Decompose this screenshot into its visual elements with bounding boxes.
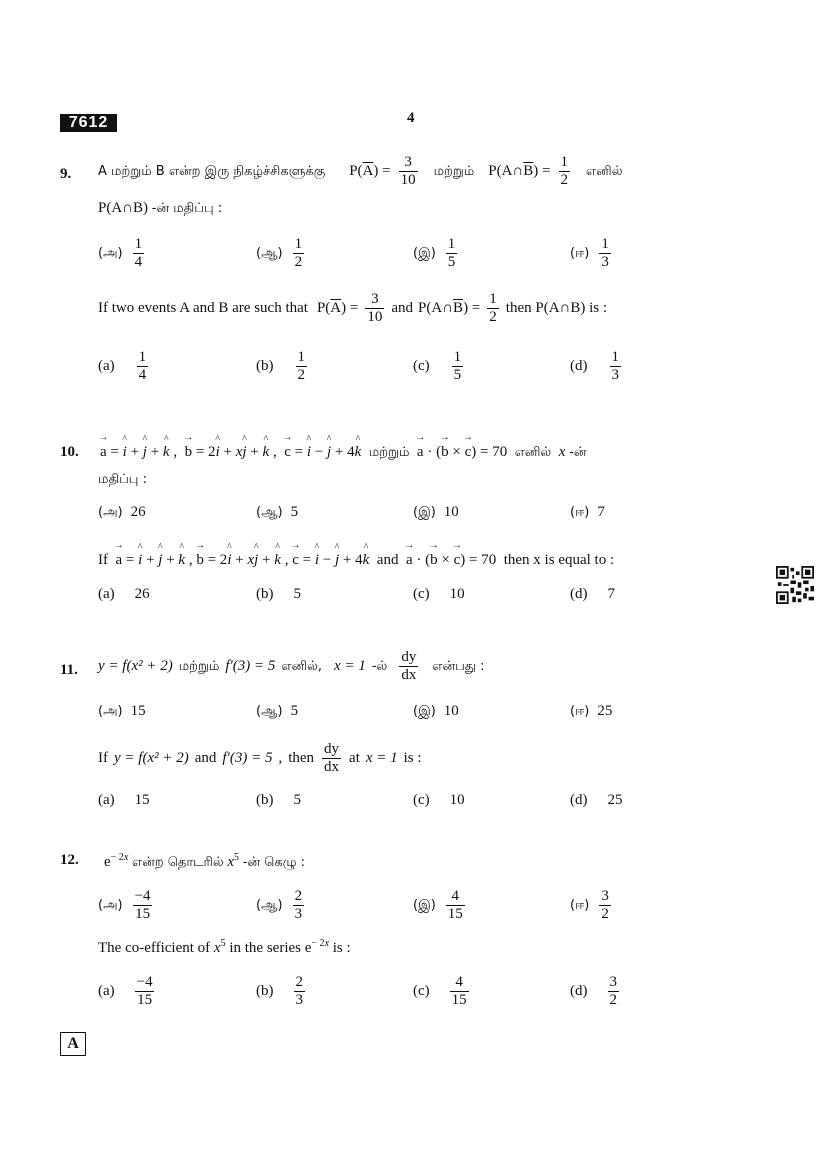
- q9-option-en-c[interactable]: (c) $\frac{1}{5}$: [413, 349, 462, 384]
- q12-tamil-stem: $e^{- 2x}$ என்ற தொடரில் $x^5$ -ன் கெழு :: [104, 852, 306, 870]
- q11-option-ta-d[interactable]: (ஈ) 25: [570, 703, 613, 719]
- q10-option-ta-b[interactable]: (ஆ) 5: [256, 504, 299, 520]
- question-number: 9.: [60, 166, 72, 182]
- q12-option-ta-b[interactable]: (ஆ) $\frac{2}{3}$: [256, 888, 303, 923]
- question-number: 11.: [60, 662, 78, 678]
- q12-option-ta-d[interactable]: (ஈ) $\frac{3}{2}$: [570, 888, 609, 923]
- q9-option-ta-d[interactable]: (ஈ) $\frac{1}{3}$: [570, 236, 609, 271]
- q11-english-stem: If y = f(x² + 2) and f′(3) = 5 , then $\frac{dy}{dx}$ at x = 1 is :: [98, 741, 422, 776]
- q9-ta-text: A மற்றும் B என்ற இரு நிகழ்ச்சிகளுக்கு: [98, 163, 326, 179]
- q10-option-ta-d[interactable]: (ஈ) 7: [570, 504, 605, 520]
- q10-option-ta-c[interactable]: (இ) 10: [413, 504, 459, 520]
- q12-option-en-c[interactable]: (c) $\frac{4}{15}$: [413, 974, 467, 1009]
- q11-option-en-b[interactable]: (b) 5: [256, 792, 301, 808]
- q10-option-en-c[interactable]: (c) 10: [413, 586, 465, 602]
- q9-option-ta-c[interactable]: (இ) $\frac{1}{5}$: [413, 236, 456, 271]
- paper-code-badge: 7612: [60, 114, 117, 132]
- question-set-label: A: [60, 1032, 86, 1056]
- q11-option-ta-b[interactable]: (ஆ) 5: [256, 703, 299, 719]
- q10-option-en-d[interactable]: (d) 7: [570, 586, 615, 602]
- q12-option-en-b[interactable]: (b) $\frac{2}{3}$: [256, 974, 303, 1009]
- q10-english-stem: If → a = ^ i + ^ j + ^ k , → b = 2^ i + x^ j + ^ k , → c = ^ i − ^ j + 4^ k and → a · (→ b × → c) = 70 then x is equal to :: [98, 552, 614, 569]
- q9-tamil-line2: P(A∩B) -ன் மதிப்பு :: [98, 200, 223, 216]
- q9-option-ta-a[interactable]: (அ) $\frac{1}{4}$: [98, 236, 143, 271]
- q12-option-en-a[interactable]: (a) $\frac{-4}{15}$: [98, 974, 153, 1009]
- q10-option-en-b[interactable]: (b) 5: [256, 586, 301, 602]
- q10-option-ta-a[interactable]: (அ) 26: [98, 504, 146, 520]
- q10-tamil-stem: → a = ^ i + ^ j + ^ k , → b = 2^ i + x^ j + ^ k , → c = ^ i − ^ j + 4^ k மற்றும் → a · (→ b × → c) = 70 எனில் x -ன்: [100, 444, 586, 461]
- q9-option-en-d[interactable]: (d) $\frac{1}{3}$: [570, 349, 619, 384]
- q11-option-ta-a[interactable]: (அ) 15: [98, 703, 146, 719]
- question-number: 10.: [60, 444, 79, 460]
- q9-tamil-stem: A மற்றும் B என்ற இரு நிகழ்ச்சிகளுக்கு $P(\overline{A})$ = $\frac{3}{10}$ மற்றும் $P(A\cap\overline{B})$ = $\frac{1}{2}$ எனில்: [98, 154, 623, 189]
- page-number: 4: [407, 110, 415, 126]
- q9-option-en-b[interactable]: (b) $\frac{1}{2}$: [256, 349, 305, 384]
- qr-code-icon: [776, 566, 814, 604]
- q11-option-en-c[interactable]: (c) 10: [413, 792, 465, 808]
- q11-tamil-stem: y = f(x² + 2) மற்றும் f′(3) = 5 எனில், x = 1 -ல் $\frac{dy}{dx}$ என்பது :: [98, 649, 485, 684]
- question-number: 12.: [60, 852, 79, 868]
- q9-english-stem: If two events A and B are such that $P(\overline{A})$ = $\frac{3}{10}$ and $P(A\cap\overline{B})$ = $\frac{1}{2}$ then P(A∩B) is :: [98, 291, 608, 326]
- q12-english-stem: The co-efficient of $x^5$ in the series $e^{- 2x}$ is :: [98, 938, 351, 956]
- q11-option-en-a[interactable]: (a) 15: [98, 792, 150, 808]
- q11-option-ta-c[interactable]: (இ) 10: [413, 703, 459, 719]
- q12-option-ta-a[interactable]: (அ) $\frac{-4}{15}$: [98, 888, 151, 923]
- q12-option-ta-c[interactable]: (இ) $\frac{4}{15}$: [413, 888, 463, 923]
- q9-option-ta-b[interactable]: (ஆ) $\frac{1}{2}$: [256, 236, 303, 271]
- q10-option-en-a[interactable]: (a) 26: [98, 586, 150, 602]
- q9-option-en-a[interactable]: (a) $\frac{1}{4}$: [98, 349, 147, 384]
- q12-option-en-d[interactable]: (d) $\frac{3}{2}$: [570, 974, 617, 1009]
- q10-tamil-line2: மதிப்பு :: [98, 472, 147, 487]
- q11-option-en-d[interactable]: (d) 25: [570, 792, 623, 808]
